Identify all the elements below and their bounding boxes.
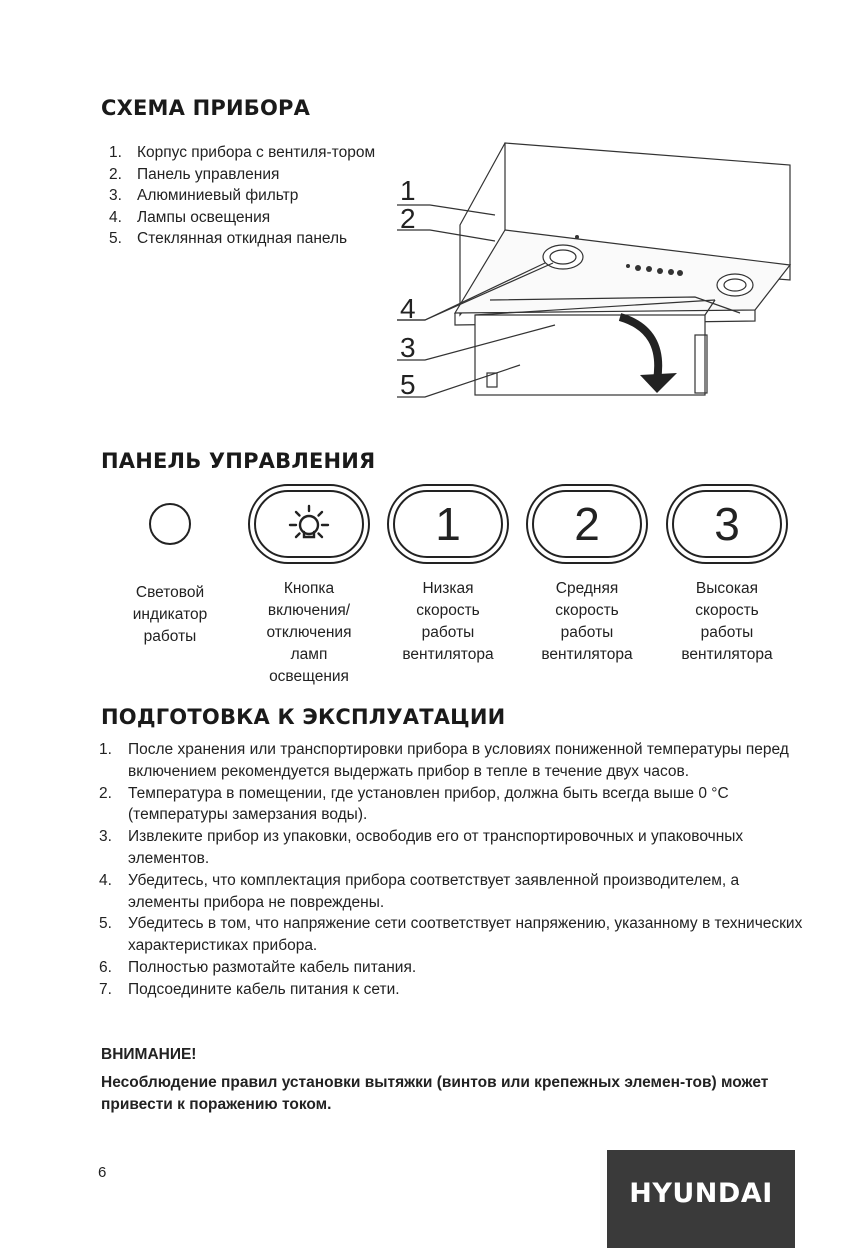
list-item: 6. Полностью размотайте кабель питания. (99, 958, 417, 976)
callout-4: 4 (400, 293, 416, 324)
page-number: 6 (98, 1164, 107, 1181)
panel-item-indicator (107, 484, 233, 648)
speed-2-button[interactable] (526, 484, 648, 564)
brand-logo: HYUNDAI (607, 1150, 795, 1248)
panel-item-speed-2 (524, 484, 650, 666)
list-item: 1. После хранения или транспортировки прибора в условиях пониженной температуры перед включением рекомендуется выдержать прибор в тепле в течение двух часов. (99, 741, 789, 780)
speed-1-icon: 1 (393, 490, 503, 558)
panel-item-light (246, 484, 372, 688)
speed-3-icon: 3 (672, 490, 782, 558)
indicator-icon (149, 503, 191, 545)
light-bulb-icon (287, 502, 331, 546)
panel-item-speed-1 (385, 484, 511, 666)
list-item: 7. Подсоедините кабель питания к сети. (99, 980, 400, 998)
callout-2: 2 (400, 203, 416, 234)
warning-text: Несоблюдение правил установки вытяжки (винтов или крепежных элемен-тов) может привести к поражению током. (101, 1074, 769, 1113)
panel-item-speed-3 (664, 484, 790, 666)
panel-caption: Средняя скорость работы вентилятора (541, 580, 633, 663)
list-item: 3. Алюминиевый фильтр (109, 187, 299, 204)
prep-title: ПОДГОТОВКА К ЭКСПЛУАТАЦИИ (101, 705, 506, 729)
panel-caption: Световой индикатор работы (132, 584, 208, 645)
speed-1-button[interactable] (387, 484, 509, 564)
list-item: 1. Корпус прибора с вентиля-тором (109, 144, 376, 161)
prep-list (99, 739, 804, 1001)
panel-caption: Высокая скорость работы вентилятора (681, 580, 773, 663)
panel-title: ПАНЕЛЬ УПРАВЛЕНИЯ (101, 449, 376, 473)
callout-5: 5 (400, 369, 416, 400)
panel-caption: Низкая скорость работы вентилятора (402, 580, 494, 663)
warning-title: ВНИМАНИЕ! (101, 1046, 197, 1063)
list-item: 5. Стеклянная откидная панель (109, 230, 348, 247)
speed-2-icon: 2 (532, 490, 642, 558)
list-item: 2. Температура в помещении, где установлен прибор, должна быть всегда выше 0 °C (температуры замерзания воды). (99, 784, 729, 824)
scheme-title: СХЕМА ПРИБОРА (101, 96, 311, 120)
scheme-list (105, 142, 390, 250)
list-item: 3. Извлеките прибор из упаковки, освободив его от транспортировочных и упаковочных элементов. (99, 828, 744, 867)
list-item: 2. Панель управления (109, 165, 280, 183)
list-item: 5. Убедитесь в том, что напряжение сети соответствует напряжению, указанному в технических характеристиках прибора. (99, 915, 803, 955)
callout-3: 3 (400, 332, 416, 363)
callout-1: 1 (400, 175, 416, 206)
panel-caption: Кнопка включения/ отключения ламп освещения (266, 580, 352, 685)
light-button[interactable] (248, 484, 370, 564)
list-item: 4. Убедитесь, что комплектация прибора соответствует заявленной производителем, а элементы прибора не повреждены. (99, 871, 740, 911)
speed-3-button[interactable] (666, 484, 788, 564)
list-item: 4. Лампы освещения (109, 208, 271, 226)
hood-diagram (395, 135, 805, 410)
